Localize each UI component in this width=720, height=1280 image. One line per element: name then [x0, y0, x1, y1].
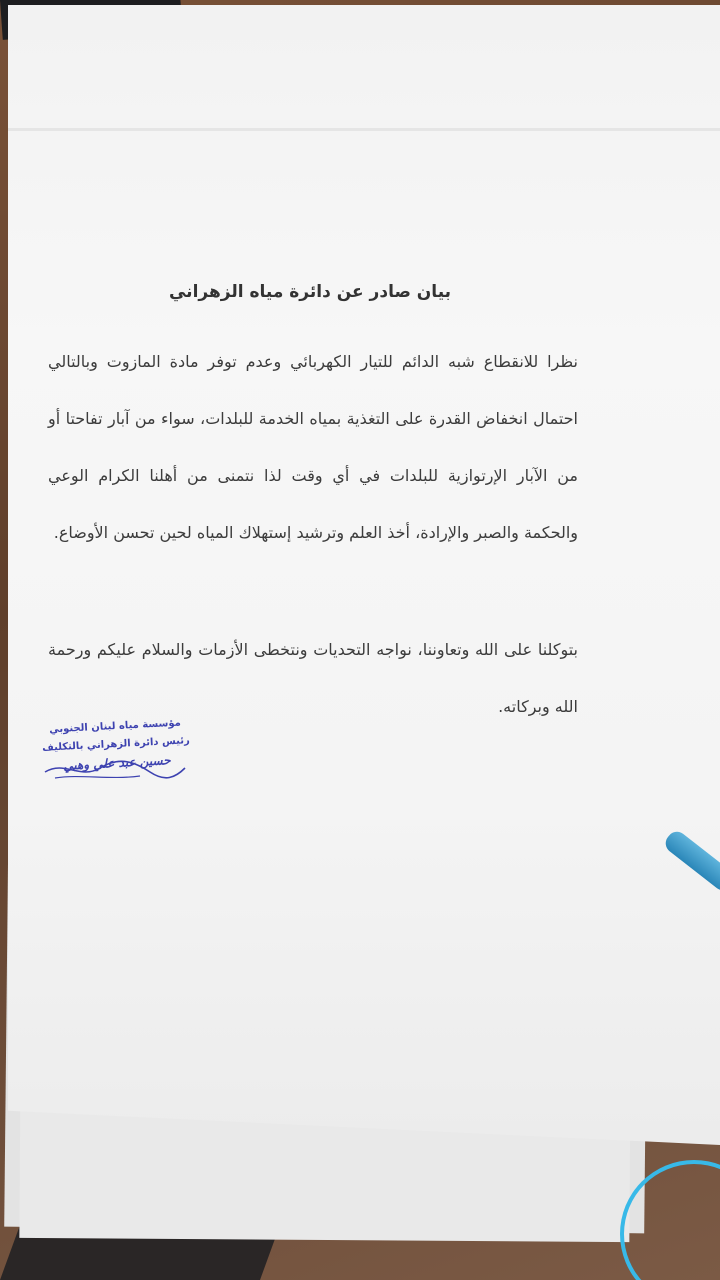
document-title: بيان صادر عن دائرة مياه الزهراني: [168, 282, 452, 302]
paper-fold-line: [8, 128, 720, 131]
stamp-line-position: رئيس دائرة الزهراني بالتكليف: [41, 735, 191, 754]
stamp-line-name: حسين عبد علي وهبي: [62, 753, 171, 773]
paper-sheet-main: [8, 5, 720, 1145]
document-paragraph-1: نظرا للانقطاع شبه الدائم للتيار الكهربائي وعدم توفر مادة المازوت وبالتالي احتمال انخفاض القدرة على التغذية بمياه الخدمة للبلدات، سواء من آبار تفاحتا أو من الآبار الإرتوازية للبلدات في أي وقت لذا نتمنى من أهلنا الكرام الوعي والحكمة والصبر والإرادة، أخذ العلم وترشيد إستهلاك المياه لحين تحسن الأوضاع.: [48, 352, 578, 542]
signature-scribble-icon: [40, 750, 190, 790]
document-paragraph-2: بتوكلنا على الله وتعاوننا، نواجه التحديات ونتخطى الأزمات والسلام عليكم ورحمة الله وبركاته.: [48, 640, 578, 716]
stamp-line-organization: مؤسسة مياه لبنان الجنوبي: [48, 717, 182, 736]
